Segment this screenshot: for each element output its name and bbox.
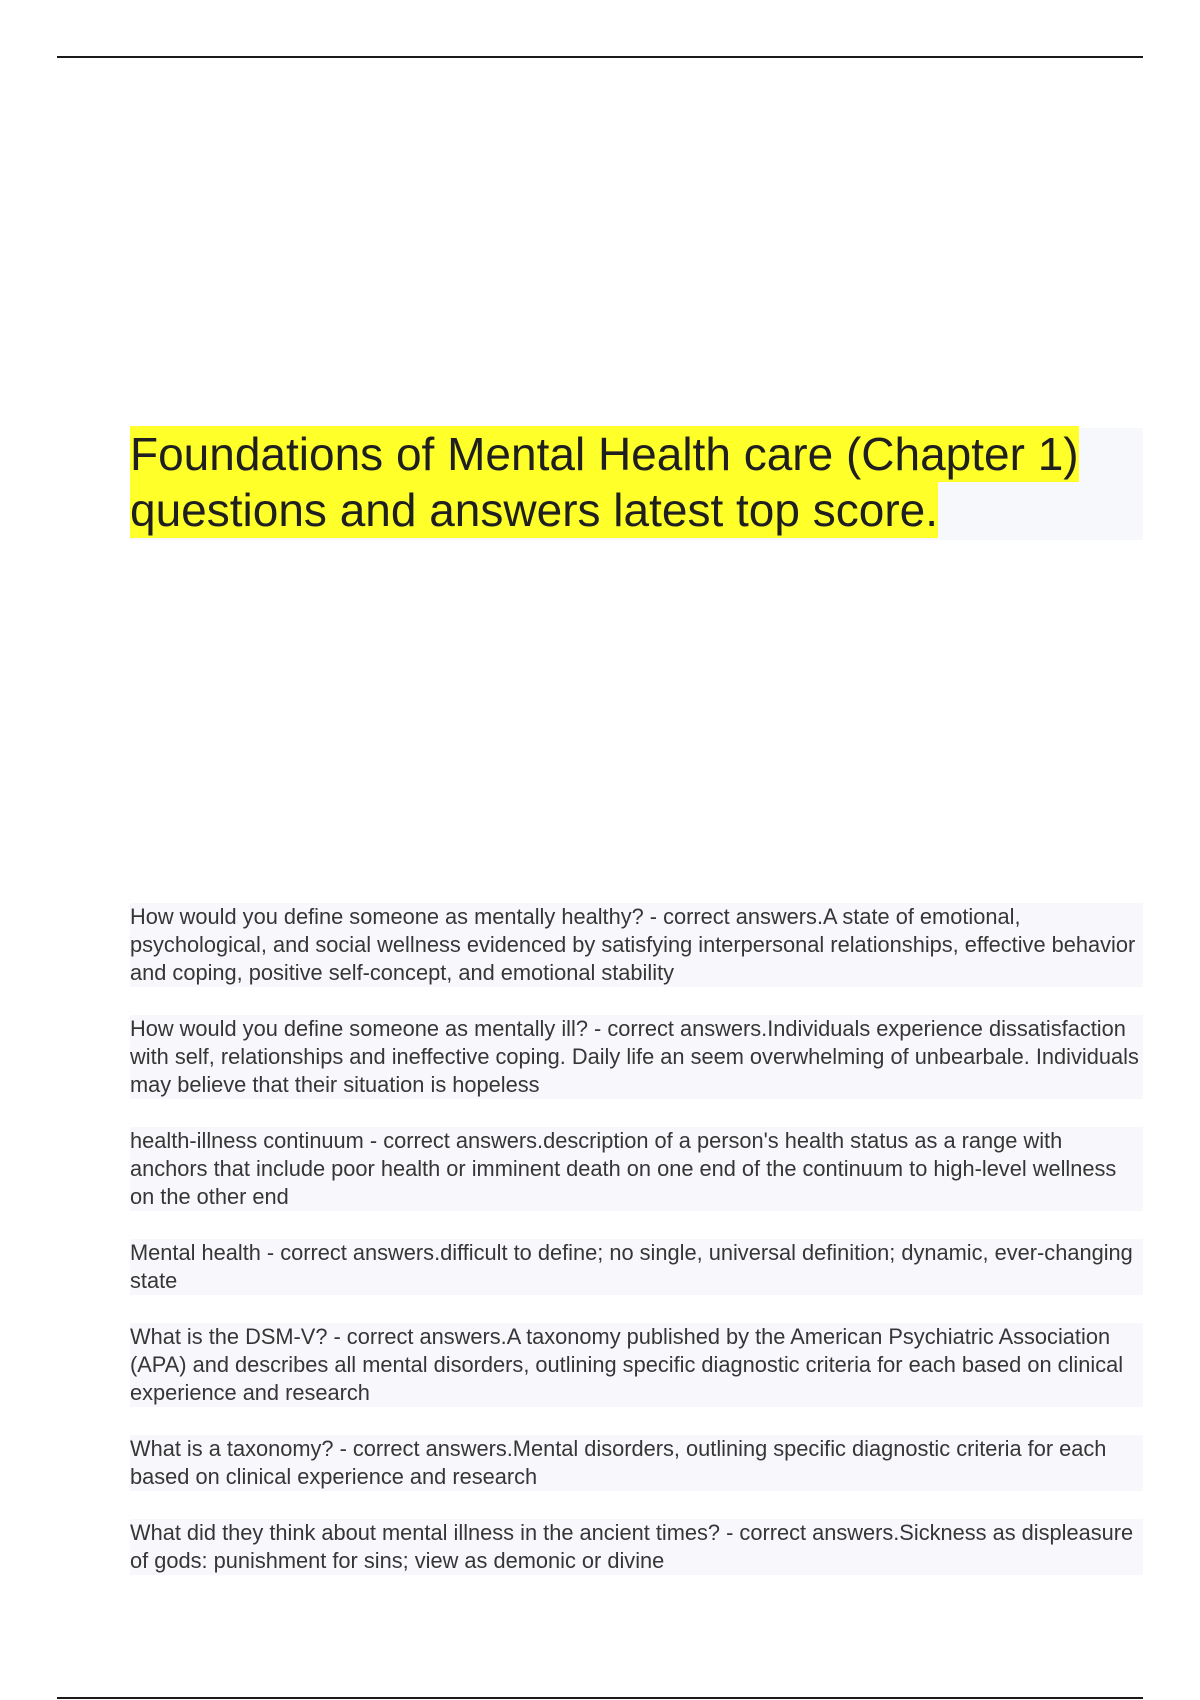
title-line-2: questions and answers latest top score.	[130, 484, 939, 536]
qa-item-ancient-times: What did they think about mental illness in the ancient times? - correct answers.Sickness as displeasure of gods: punishment for sins; view as demonic or divine	[130, 1519, 1143, 1575]
qa-item-dsm-v: What is the DSM-V? - correct answers.A taxonomy published by the American Psychiatric Association (APA) and describes all mental disorders, outlining specific diagnostic criteria for each based on clinical experience and research	[130, 1323, 1143, 1407]
qa-item-mentally-ill: How would you define someone as mentally ill? - correct answers.Individuals experience dissatisfaction with self, relationships and ineffective coping. Daily life an seem overwhelming of unbearbale. Individuals may believe that their situation is hopeless	[130, 1015, 1143, 1099]
qa-list	[130, 903, 1143, 1603]
qa-item-health-illness-continuum: health-illness continuum - correct answers.description of a person's health status as a range with anchors that include poor health or imminent death on one end of the continuum to high-level wellness on the other end	[130, 1127, 1143, 1211]
document-title	[130, 426, 1143, 538]
title-line-1: Foundations of Mental Health care (Chapter 1)	[130, 428, 1079, 480]
top-rule	[57, 56, 1143, 58]
bottom-rule	[57, 1697, 1143, 1699]
qa-item-taxonomy: What is a taxonomy? - correct answers.Mental disorders, outlining specific diagnostic criteria for each based on clinical experience and research	[130, 1435, 1143, 1491]
qa-item-mentally-healthy: How would you define someone as mentally healthy? - correct answers.A state of emotional, psychological, and social wellness evidenced by satisfying interpersonal relationships, effective behavior and coping, positive self-concept, and emotional stability	[130, 903, 1143, 987]
qa-item-mental-health: Mental health - correct answers.difficult to define; no single, universal definition; dynamic, ever-changing state	[130, 1239, 1143, 1295]
